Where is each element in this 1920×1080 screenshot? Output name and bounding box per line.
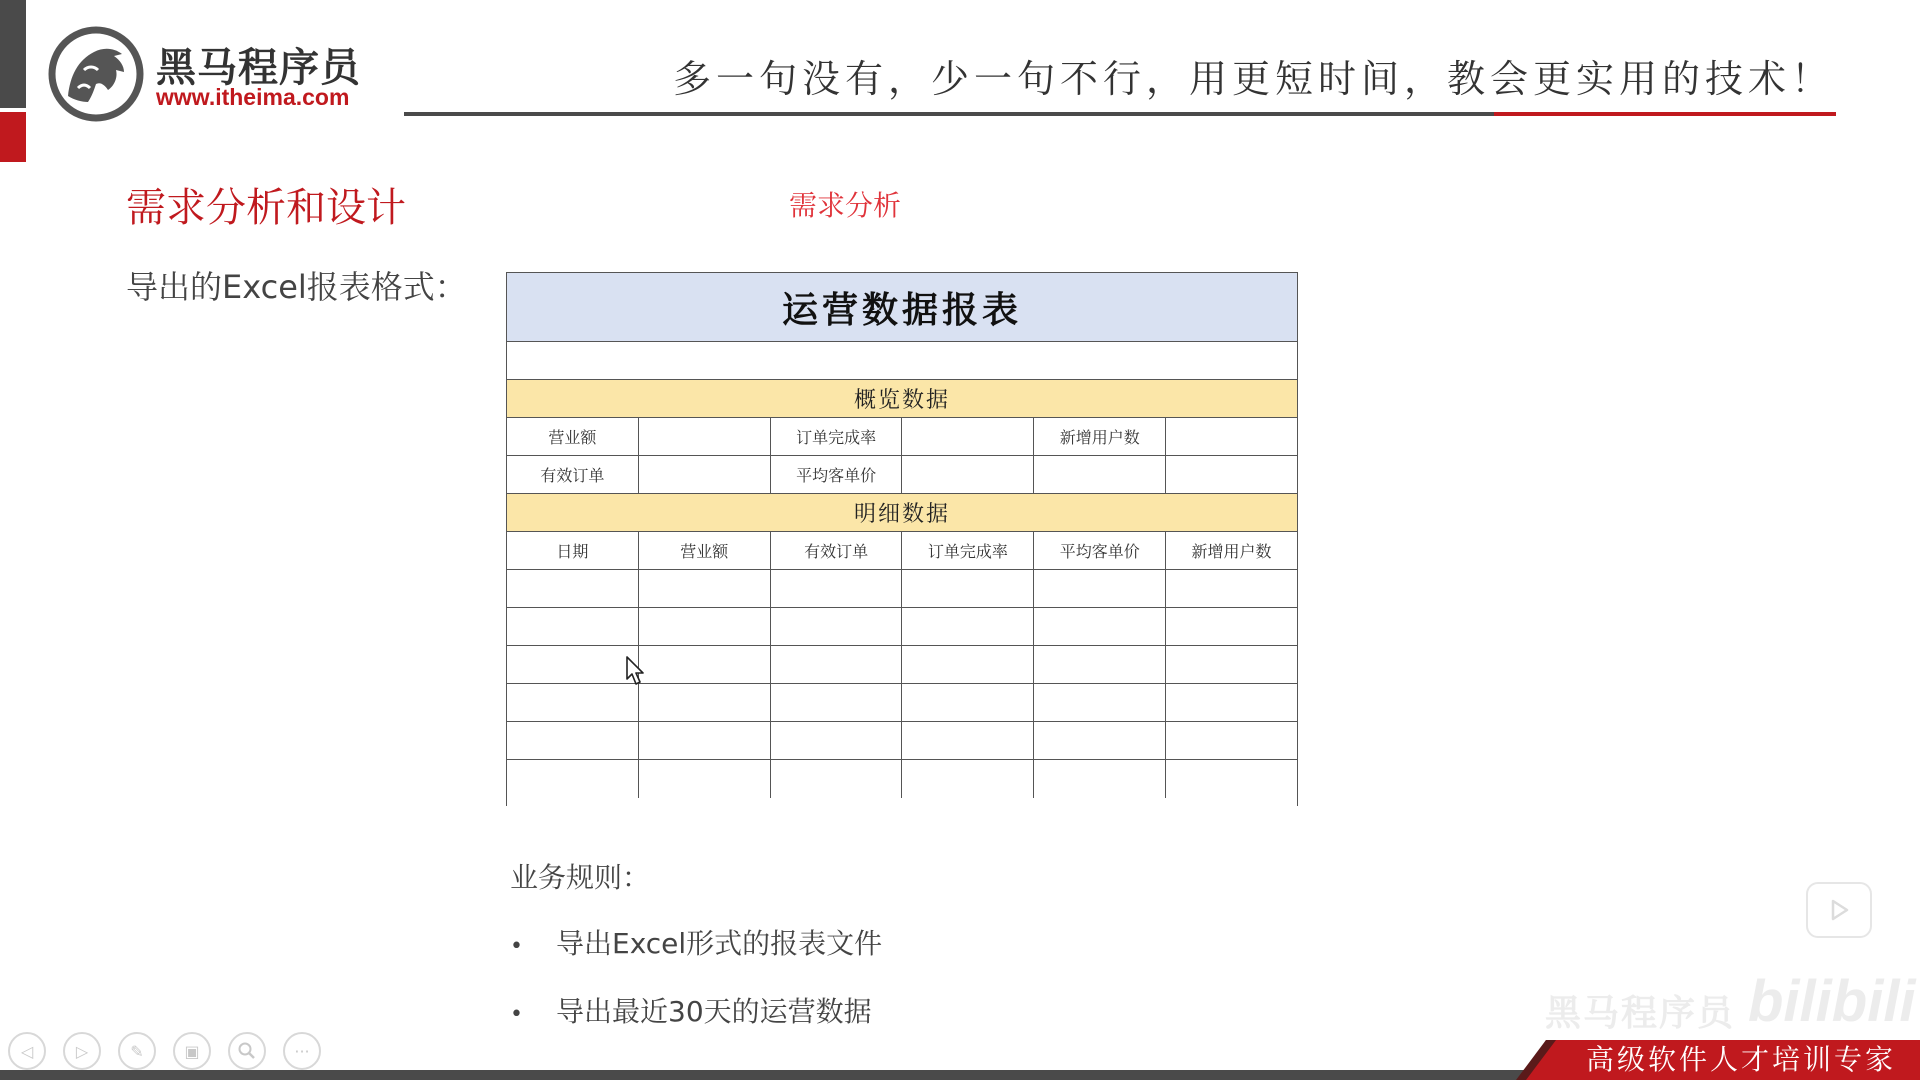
detail-cell — [902, 722, 1034, 759]
detail-row — [507, 570, 1297, 608]
detail-cell — [507, 722, 639, 759]
detail-cell — [771, 608, 903, 645]
detail-cell — [902, 608, 1034, 645]
overview-cell — [1166, 456, 1297, 493]
brand-name: 黑马程序员 — [156, 45, 361, 91]
zoom-button[interactable] — [228, 1032, 266, 1070]
detail-cell — [771, 684, 903, 721]
blank-row — [507, 342, 1297, 380]
detail-cell — [507, 608, 639, 645]
detail-band: 明细数据 — [507, 494, 1297, 532]
more-button[interactable] — [283, 1032, 321, 1070]
detail-cell — [1166, 570, 1297, 607]
detail-cell — [771, 722, 903, 759]
detail-cell — [639, 684, 771, 721]
overview-cell — [639, 456, 771, 493]
detail-header-cell: 订单完成率 — [902, 532, 1034, 569]
rule-item — [510, 922, 882, 962]
detail-cell — [1166, 608, 1297, 645]
overview-band: 概览数据 — [507, 380, 1297, 418]
mouse-cursor-icon — [625, 655, 647, 687]
detail-header-cell: 日期 — [507, 532, 639, 569]
detail-cell — [771, 646, 903, 683]
zoom-icon — [237, 1041, 257, 1061]
detail-header-row — [507, 532, 1297, 570]
next-icon: ▷ — [75, 1041, 89, 1061]
overview-cell — [1034, 456, 1166, 493]
header-divider — [404, 112, 1494, 116]
detail-cell — [902, 570, 1034, 607]
export-format-label: 导出的Excel报表格式： — [126, 268, 467, 306]
detail-row — [507, 722, 1297, 760]
brand-logo — [48, 26, 378, 121]
section-title: 需求分析和设计 — [126, 185, 406, 231]
detail-cell — [639, 722, 771, 759]
pen-button[interactable] — [118, 1032, 156, 1070]
detail-cell — [1166, 722, 1297, 759]
previous-slide-button[interactable] — [8, 1032, 46, 1070]
detail-cell — [639, 608, 771, 645]
detail-row — [507, 684, 1297, 722]
detail-cell — [902, 646, 1034, 683]
horse-logo-icon — [48, 26, 144, 122]
overview-cell — [1166, 418, 1297, 455]
detail-cell — [1034, 760, 1166, 798]
overview-cell — [902, 456, 1034, 493]
header-divider-accent — [1494, 112, 1836, 116]
detail-header-cell: 新增用户数 — [1191, 542, 1272, 561]
detail-cell — [507, 760, 639, 798]
overview-cell — [902, 418, 1034, 455]
detail-header-cell: 平均客单价 — [1034, 532, 1166, 569]
bullet-icon: • — [510, 934, 523, 959]
overview-cell: 营业额 — [507, 418, 639, 455]
rule-text: 导出Excel形式的报表文件 — [556, 927, 883, 960]
detail-row — [507, 760, 1297, 798]
brand-url: www.itheima.com — [156, 84, 350, 110]
footer-tagline: 高级软件人才培训专家 — [1586, 1043, 1897, 1076]
detail-cell — [507, 684, 639, 721]
play-button[interactable] — [1806, 882, 1872, 938]
detail-header-cell: 营业额 — [639, 532, 771, 569]
presenter-toolbar — [8, 1032, 321, 1070]
detail-cell — [507, 646, 639, 683]
overview-cell: 订单完成率 — [771, 418, 903, 455]
detail-cell — [639, 570, 771, 607]
next-slide-button[interactable] — [63, 1032, 101, 1070]
detail-cell — [1166, 684, 1297, 721]
overview-cell: 平均客单价 — [771, 456, 903, 493]
report-title: 运营数据报表 — [507, 272, 1297, 342]
detail-cell — [1166, 646, 1297, 683]
overview-row — [507, 418, 1297, 456]
rule-text: 导出最近30天的运营数据 — [556, 995, 872, 1028]
play-icon — [1826, 897, 1852, 923]
rules-title: 业务规则： — [510, 861, 651, 894]
slides-button[interactable] — [173, 1032, 211, 1070]
rule-item — [510, 990, 872, 1030]
excel-report-table — [506, 272, 1298, 806]
slides-icon: ▣ — [184, 1041, 200, 1061]
previous-icon: ◁ — [20, 1041, 34, 1061]
more-icon: ··· — [294, 1041, 310, 1061]
left-accent-red — [0, 112, 26, 162]
watermark-text: 黑马程序员 — [1545, 993, 1736, 1034]
detail-cell — [1034, 722, 1166, 759]
bullet-icon: • — [510, 1002, 523, 1027]
detail-cell — [639, 646, 771, 683]
overview-row — [507, 456, 1297, 494]
detail-cell — [1166, 760, 1297, 798]
detail-cell — [1034, 646, 1166, 683]
overview-cell — [639, 418, 771, 455]
overview-cell: 有效订单 — [507, 456, 639, 493]
detail-cell — [771, 570, 903, 607]
overview-cell: 新增用户数 — [1034, 418, 1166, 455]
detail-cell — [1034, 570, 1166, 607]
sub-title: 需求分析 — [789, 189, 902, 222]
detail-cell — [902, 760, 1034, 798]
detail-header-cell: 有效订单 — [771, 532, 903, 569]
bilibili-watermark: bilibili — [1748, 969, 1916, 1034]
detail-cell — [639, 760, 771, 798]
detail-cell — [507, 570, 639, 607]
header-slogan: 多一句没有，少一句不行，用更短时间，教会更实用的技术！ — [672, 57, 1834, 101]
detail-cell — [1034, 608, 1166, 645]
left-accent-dark — [0, 0, 26, 108]
detail-cell — [902, 684, 1034, 721]
detail-cell — [771, 760, 903, 798]
pen-icon: ✎ — [130, 1041, 144, 1061]
detail-row — [507, 608, 1297, 646]
detail-cell — [1034, 684, 1166, 721]
